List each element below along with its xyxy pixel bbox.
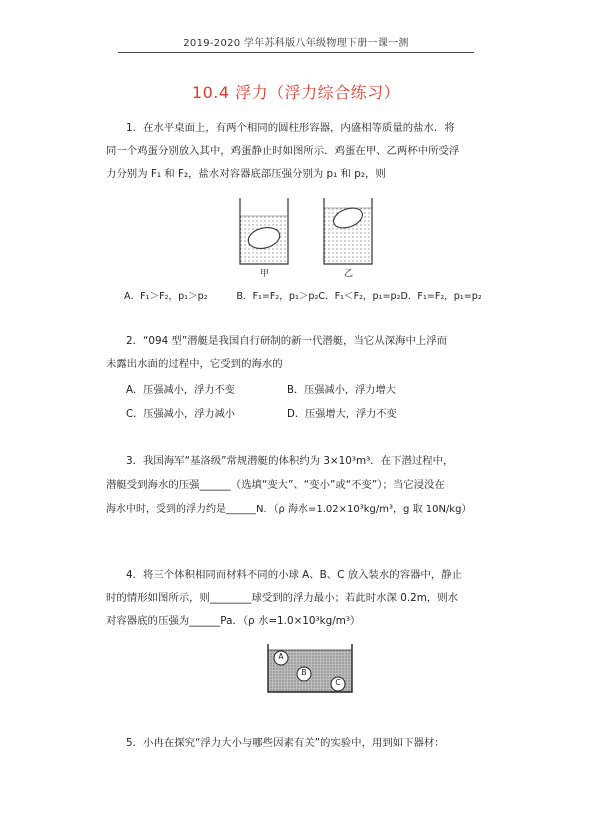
q1-egg-figure [232, 196, 382, 280]
page-title: 10.4 浮力（浮力综合练习） [191, 83, 401, 102]
q2-line2: 未露出水面的过程中，它受到的海水的 [106, 358, 283, 370]
page-header: 2019-2020 学年苏科版八年级物理下册一课一测 [183, 38, 409, 49]
q1-line3: 力分别为 F₁ 和 F₂，盐水对容器底部压强分别为 p₁ 和 p₂，则 [106, 168, 386, 180]
q1-line2: 同一个鸡蛋分别放入其中，鸡蛋静止时如图所示．鸡蛋在甲、乙两杯中所受浮 [106, 145, 460, 157]
q2-option-b: B．压强减小，浮力增大 [287, 385, 396, 396]
q4-line1: 4．将三个体积相同而材料不同的小球 A、B、C 放入装水的容器中，静止 [126, 569, 463, 581]
q3-line3: 海水中时，受到的浮力约是______N．（ρ 海水=1.02×10³kg/m³，g 取 10N/kg） [106, 504, 472, 515]
q1-label-jia: 甲 [260, 269, 270, 279]
ball-c-label: C [335, 678, 341, 687]
q2-option-c: C．压强减小，浮力减小 [126, 409, 235, 420]
header-divider [118, 52, 474, 53]
q5-line1: 5．小冉在探究“浮力大小与哪些因素有关”的实验中，用到如下器材： [126, 737, 445, 749]
container-yi [324, 198, 372, 264]
q1-options: A．F₁＞F₂，p₁＞p₂ B．F₁=F₂，p₁＞p₂C．F₁＜F₂，p₁=p₂D．F₁=F₂，p₁=p₂ [124, 291, 482, 302]
q3-line1: 3．我国海军“基洛级”常规潜艇的体积约为 3×10³m³．在下潜过程中， [126, 455, 454, 467]
q1-line1: 1．在水平桌面上，有两个相同的圆柱形容器，内盛相等质量的盐水．将 [126, 122, 455, 134]
q2-line1: 2．“094 型”潜艇是我国自行研制的新一代潜艇，当它从深海中上浮而 [126, 335, 448, 347]
ball-a-label: A [278, 652, 284, 661]
q2-option-d: D．压强增大，浮力不变 [287, 409, 397, 420]
q4-line3: 对容器底的压强为______Pa．（ρ 水=1.0×10³kg/m³） [106, 615, 361, 627]
ball-b-label: B [301, 668, 307, 677]
q1-label-yi: 乙 [344, 269, 354, 279]
container-jia [240, 198, 288, 264]
q4-line2: 时的情形如图所示，则________球受到的浮力最小；若此时水深 0.2m，则水 [106, 592, 459, 604]
q3-line2: 潜艇受到海水的压强______（选填“变大”、“变小”或“不变”）；当它浸没在 [106, 479, 445, 491]
q2-option-a: A．压强减小，浮力不变 [126, 385, 235, 396]
